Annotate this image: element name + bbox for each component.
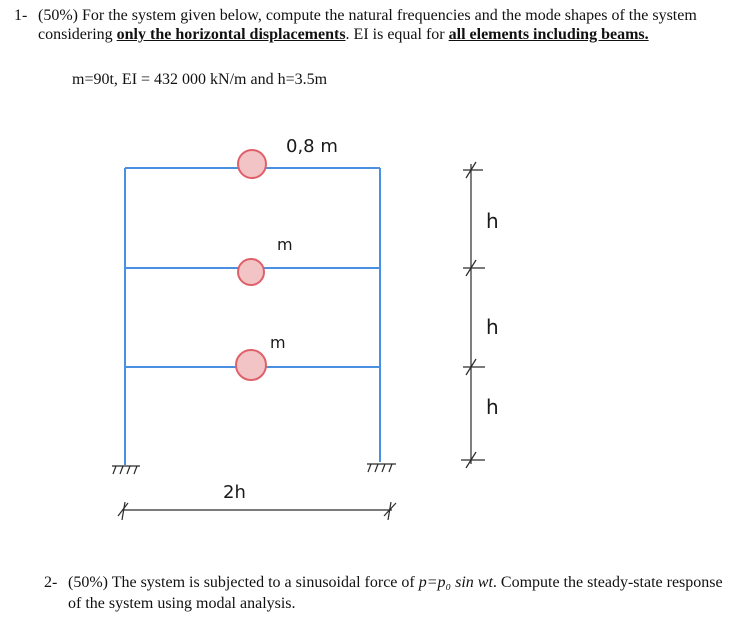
question-2-text bbox=[68, 572, 734, 614]
question-1-emphasis-elements: all elements including beams. bbox=[448, 26, 649, 43]
mass-top bbox=[238, 150, 266, 178]
question-2 bbox=[44, 572, 734, 614]
mass-bottom-label: m bbox=[270, 333, 286, 352]
left-support-hatch bbox=[112, 466, 140, 474]
question-1-text-a: (50%) For the system given below, compute the natural frequencies and the mode shapes of the system considering bbox=[38, 7, 697, 43]
span-dimension bbox=[118, 502, 396, 520]
question-2-text-b: . Compute the steady-state response of the system using modal analysis. bbox=[68, 574, 723, 612]
mass-middle bbox=[238, 259, 264, 285]
mass-top-label: 0,8 m bbox=[286, 136, 338, 157]
height-dimension bbox=[461, 162, 485, 468]
question-1-text-b: . EI is equal for bbox=[345, 26, 449, 43]
question-1-number: 1- bbox=[14, 7, 28, 24]
height-label-2: h bbox=[486, 315, 499, 339]
mass-bottom bbox=[236, 350, 266, 380]
height-label-3: h bbox=[486, 395, 499, 419]
height-label-1: h bbox=[486, 209, 499, 233]
question-2-number: 2- bbox=[44, 574, 58, 591]
question-1-parameters: m=90t, EI = 432 000 kN/m and h=3.5m bbox=[72, 71, 328, 88]
mass-middle-label: m bbox=[277, 235, 293, 254]
span-label: 2h bbox=[223, 482, 246, 503]
question-2-text-a: (50%) The system is subjected to a sinusoidal force of bbox=[68, 574, 419, 591]
question-1-emphasis-displacements: only the horizontal displacements bbox=[116, 26, 346, 43]
question-2-formula: p=p₀ sin wt bbox=[418, 574, 493, 591]
right-support-hatch bbox=[367, 464, 396, 472]
